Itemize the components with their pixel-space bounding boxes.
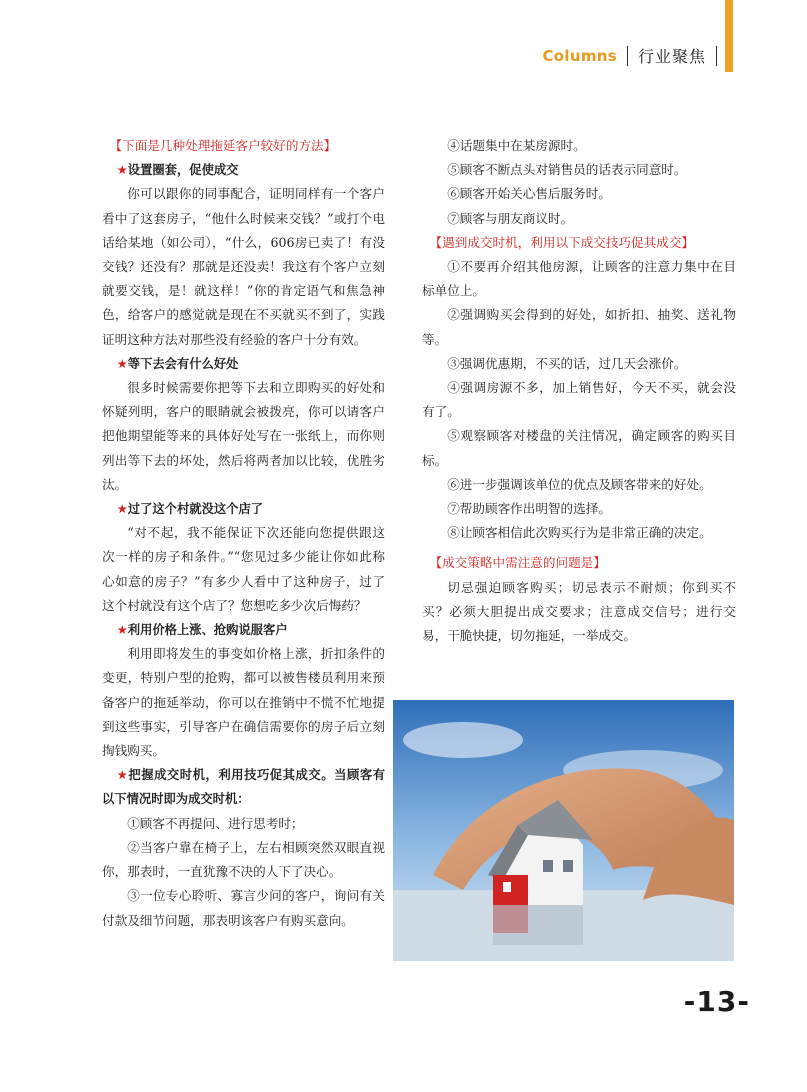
columns-label: Columns (542, 46, 617, 65)
paragraph-trap: 你可以跟你的同事配合，证明同样有一个客户看中了这套房子，“他什么时候来交钱？”或打个电话给某地（如公司），“什么，606房已卖了！有没交钱？还没有？那就是还没卖！我这有个客户立刻就要交钱，是！就这样！”你的肯定语气和焦急神色，给客户的感觉就是现在不买就买不到了，实践证明这种方法对那些没有经验的客户十分有效。 (102, 186, 385, 347)
star-icon: ★ (116, 502, 128, 517)
list-item: ⑦顾客与朋友商议时。 (447, 210, 574, 226)
list-item: ④强调房源不多，加上销售好，今天不买，就会没有了。 (422, 380, 736, 420)
list-item: ⑦帮助顾客作出明智的选择。 (447, 501, 611, 517)
header-accent-bar (725, 0, 733, 72)
subhead-wait: ★等下去会有什么好处 (116, 356, 239, 371)
subhead-timing: ★把握成交时机，利用技巧促其成交。当顾客有以下情况时即为成交时机： (102, 768, 385, 807)
paragraph-village: “对不起，我不能保证下次还能向您提供跟这次一样的房子和条件。”“您见过多少能让你如此称心如意的房子？”有多少人看中了这种房子，过了这个村就没有这个店了？您想吃多少次后悔药？ (102, 525, 385, 613)
list-item: ①顾客不再提问、进行思考时； (127, 815, 304, 831)
left-column (102, 134, 385, 933)
subhead-trap: ★设置圈套，促使成交 (116, 163, 239, 178)
paragraph-final: 切忌强迫顾客购买；切忌表示不耐烦；你到买不买？必须大胆提出成交要求；注意成交信号；进行交易，干脆快捷，切勿拖延，一举成交。 (422, 579, 736, 644)
list-item: ⑥顾客开始关心售后服务时。 (447, 186, 611, 202)
list-item: ②当客户靠在椅子上，左右相顾突然双眼直视你，那表时，一直犹豫不决的人下了决心。 (102, 839, 385, 880)
paragraph-price: 利用即将发生的事变如价格上涨，折扣条件的变更，特别户型的抢购，都可以被售楼员利用来预备客户的拖延举动，你可以在推销中不慌不忙地提到这些事实，引导客户在确信需要你的房子后立刻掏钱购买。 (102, 646, 385, 759)
header-divider-right (716, 46, 717, 66)
star-icon: ★ (116, 623, 128, 638)
section-title: 行业聚焦 (637, 47, 706, 66)
list-item: ③强调优惠期，不买的话，过几天会涨价。 (447, 355, 687, 371)
header-divider (627, 46, 628, 66)
list-item: ②强调购买会得到的好处，如折扣、抽奖、送礼物等。 (422, 307, 736, 347)
star-icon: ★ (116, 768, 129, 783)
list-item: ⑤观察顾客对楼盘的关注情况，确定顾客的购买目标。 (422, 428, 736, 468)
list-item: ③一位专心聆听、寡言少问的客户，询问有关付款及细节问题，那表明该客户有购买意向。 (102, 888, 385, 928)
paragraph-wait: 很多时候需要你把等下去和立即购买的好处和怀疑列明，客户的眼睛就会被拨亮，你可以请客户把他期望能等来的具体好处写在一张纸上，而你则列出等下去的坏处，然后将两者加以比较，优胜劣汰。 (102, 380, 385, 492)
methods-label: 【下面是几种处理拖延客户较好的方法】 (109, 138, 337, 153)
techniques-label: 【遇到成交时机，利用以下成交技巧促其成交】 (429, 234, 695, 250)
page-number: -13- (683, 985, 750, 1018)
list-item: ④话题集中在某房源时。 (447, 138, 586, 153)
star-icon: ★ (116, 356, 128, 371)
list-item: ⑥进一步强调该单位的优点及顾客带来的好处。 (447, 476, 712, 492)
issues-label: 【成交策略中需注意的问题是】 (429, 555, 606, 571)
list-item: ⑤顾客不断点头对销售员的话表示同意时。 (447, 162, 687, 178)
star-icon: ★ (116, 163, 128, 178)
subhead-village: ★过了这个村就没这个店了 (116, 502, 264, 517)
right-column (422, 134, 736, 648)
page-header (543, 44, 718, 67)
hands-house-photo (393, 700, 734, 961)
list-item: ①不要再介绍其他房源，让顾客的注意力集中在目标单位上。 (422, 259, 736, 299)
list-item: ⑧让顾客相信此次购买行为是非常正确的决定。 (447, 525, 712, 541)
subhead-price: ★利用价格上涨、抢购说服客户 (116, 623, 288, 638)
